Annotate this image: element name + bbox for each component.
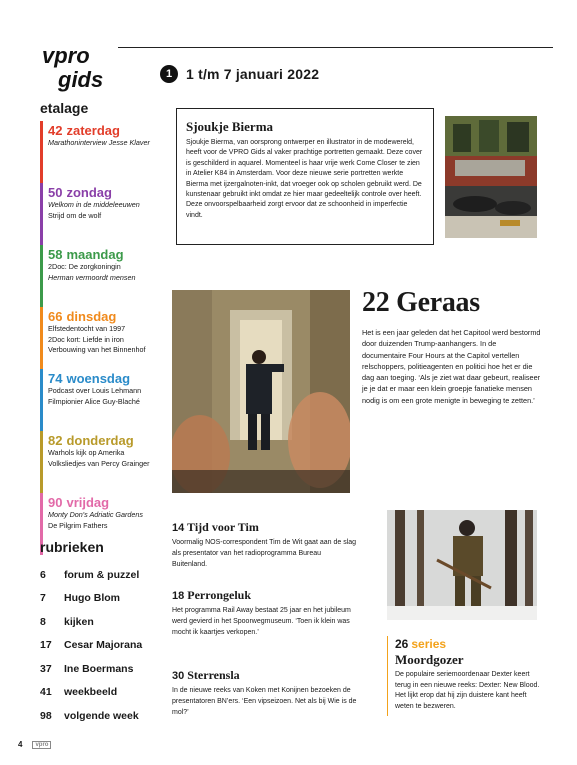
article-sterrensla[interactable] [172,668,357,718]
day-programme: 2Doc kort: Liefde in iron [48,334,124,344]
issue-info [160,65,319,83]
series-divider [387,636,388,716]
article-heading: 14 Tijd voor Tim [172,520,259,534]
rubriek-label: Hugo Blom [64,592,120,605]
day-programme: Elfstedentocht van 1997 [48,324,126,333]
lead-text: Het is een jaar geleden dat het Capitool werd bestormd door duizenden Trump-aanhangers. In de documentaire Four Hours at the Capitol vertellen relschoppers, politieagenten en politici hoe het er die dag aan toeging. ‘Als je ziet wat daar gebeurt, realiseer je je dat er maar een klein groepje fanatieke mensen nodig is om een grote menigte in beweging te zetten.’ [362,328,541,405]
day-item-zondag[interactable] [40,183,165,245]
article-heading: 18 Perrongeluk [172,588,252,602]
day-name: woensdag [66,371,131,386]
rubriek-page-number: 6 [40,568,46,581]
issue-number-badge: 1 [160,65,178,83]
day-programme: Monty Don's Adriatic Gardens [48,510,143,519]
rubriek-item[interactable] [40,587,165,611]
day-programme: Strijd om de wolf [48,210,102,220]
day-page-number: 58 [48,247,63,262]
rubriek-item[interactable] [40,610,165,634]
rubriek-item[interactable] [40,681,165,705]
day-heading [48,309,165,324]
day-item-donderdag[interactable] [40,431,165,493]
day-programme: Volksliedjes van Percy Grainger [48,458,150,468]
rubriek-label: Cesar Majorana [64,639,143,652]
cover-illustration-image[interactable] [445,116,537,238]
day-heading [48,433,165,448]
day-name: dinsdag [66,309,117,324]
day-heading [48,185,165,200]
rubriek-page-number: 37 [40,662,52,675]
day-programme: Podcast over Louis Lehmann [48,386,142,395]
day-item-woensdag[interactable] [40,369,165,431]
rubrieken-list [40,563,165,728]
series-heading: 26 series [395,637,447,651]
day-item-zaterdag[interactable] [40,121,165,183]
day-programme: De Pilgrim Fathers [48,520,108,530]
rubriek-label: forum & puzzel [64,568,140,581]
day-programme: Warhols kijk op Amerika [48,448,125,457]
day-programme: Herman vermoordt mensen [48,272,136,282]
page-footer [18,740,51,749]
cover-feature-title: Sjoukje Bierma [186,119,274,134]
day-page-number: 82 [48,433,63,448]
vpro-gids-logo [40,43,150,93]
rubriek-page-number: 7 [40,592,46,605]
day-page-number: 66 [48,309,63,324]
day-programme: Marathoninterview Jesse Klaver [48,138,150,147]
rubriek-page-number: 17 [40,639,52,652]
dexter-photo[interactable] [387,510,537,620]
day-heading [48,123,165,138]
day-heading [48,247,165,262]
rubriek-page-number: 41 [40,686,52,699]
day-heading [48,495,165,510]
day-heading [48,371,165,386]
day-name: maandag [66,247,124,262]
rubriek-label: weekbeeld [64,686,118,699]
rubrieken-heading: rubrieken [40,539,104,555]
footer-logo: vpro [32,741,51,749]
rubriek-label: Ine Boermans [64,662,134,675]
rubriek-item[interactable] [40,704,165,728]
rubriek-item[interactable] [40,634,165,658]
article-text: Het programma Rail Away bestaat 25 jaar en het jubileum werd gevierd in het Spoorwegmuseum. ‘Toen ik klein was mocht ik kaartjes verkopen.’ [172,607,351,636]
day-programme: 2Doc: De zorgkoningin [48,262,121,271]
rubriek-label: volgende week [64,709,139,722]
day-programme: Filmpionier Alice Guy-Blaché [48,396,140,406]
capitol-photo[interactable] [172,290,350,493]
logo-vpro-text: vpro [42,43,90,68]
day-programme: Welkom in de middeleeuwen [48,200,140,209]
lead-title: 22 Geraas [362,287,480,318]
rubriek-item[interactable] [40,563,165,587]
article-perrongeluk[interactable] [172,588,357,638]
cover-feature-box [176,108,434,245]
rubriek-page-number: 98 [40,709,52,722]
series-text: De populaire seriemoordenaar Dexter keert terug in een nieuwe reeks: Dexter: New Blood. Het lijkt erop dat hij zijn duistere kant heeft weten te bezweren. [395,671,540,710]
day-item-dinsdag[interactable] [40,307,165,369]
cover-feature-text: Sjoukje Bierma, van oorsprong ontwerper en illustrator in de modewereld, heeft voor de VPRO Gids al vaker prachtige portretten gemaakt. Deze cover is geschilderd in aquarel. Momenteel is haar vrije werk Come Closer te zien in Atelier K84 in Amsterdam. Voor deze nieuwe serie portretten werkte Bierma met ijzergalnoten-inkt, dat vroeger ook op scholen gebruikt werd. De kunstenaar gebruikt inkt omdat ze hier maar gedeeltelijk controle over heeft. Deze onvoorspelbaarheid zorgt ervoor dat ze schoonheid in imperfectie vindt. [186,139,423,219]
day-page-number: 42 [48,123,63,138]
header-rule [118,47,553,48]
day-name: zondag [66,185,112,200]
article-tijd-voor-tim[interactable] [172,520,357,570]
article-text: In de nieuwe reeks van Koken met Konijnen bezoeken de presentatoren BN’ers. ‘Een vipseizoen. Net als bij Wie is de mol?’ [172,687,357,716]
day-page-number: 50 [48,185,63,200]
page-number: 4 [18,740,23,749]
series-title: Moordgozer [395,652,464,667]
day-name: zaterdag [66,123,120,138]
day-name: donderdag [66,433,134,448]
article-text: Voormalig NOS-correspondent Tim de Wit gaat aan de slag als presentator van het radioprogramma Bureau Buitenland. [172,539,357,568]
logo-gids-text: gids [58,67,104,92]
day-page-number: 74 [48,371,63,386]
day-list [40,121,165,555]
issue-dates: 1 t/m 7 januari 2022 [186,66,320,82]
rubriek-page-number: 8 [40,615,46,628]
day-name: vrijdag [66,495,110,510]
rubriek-item[interactable] [40,657,165,681]
rubriek-label: kijken [64,615,94,628]
day-item-maandag[interactable] [40,245,165,307]
article-heading: 30 Sterrensla [172,668,240,682]
etalage-heading: etalage [40,100,89,116]
day-page-number: 90 [48,495,63,510]
day-programme: Verbouwing van het Binnenhof [48,345,146,354]
